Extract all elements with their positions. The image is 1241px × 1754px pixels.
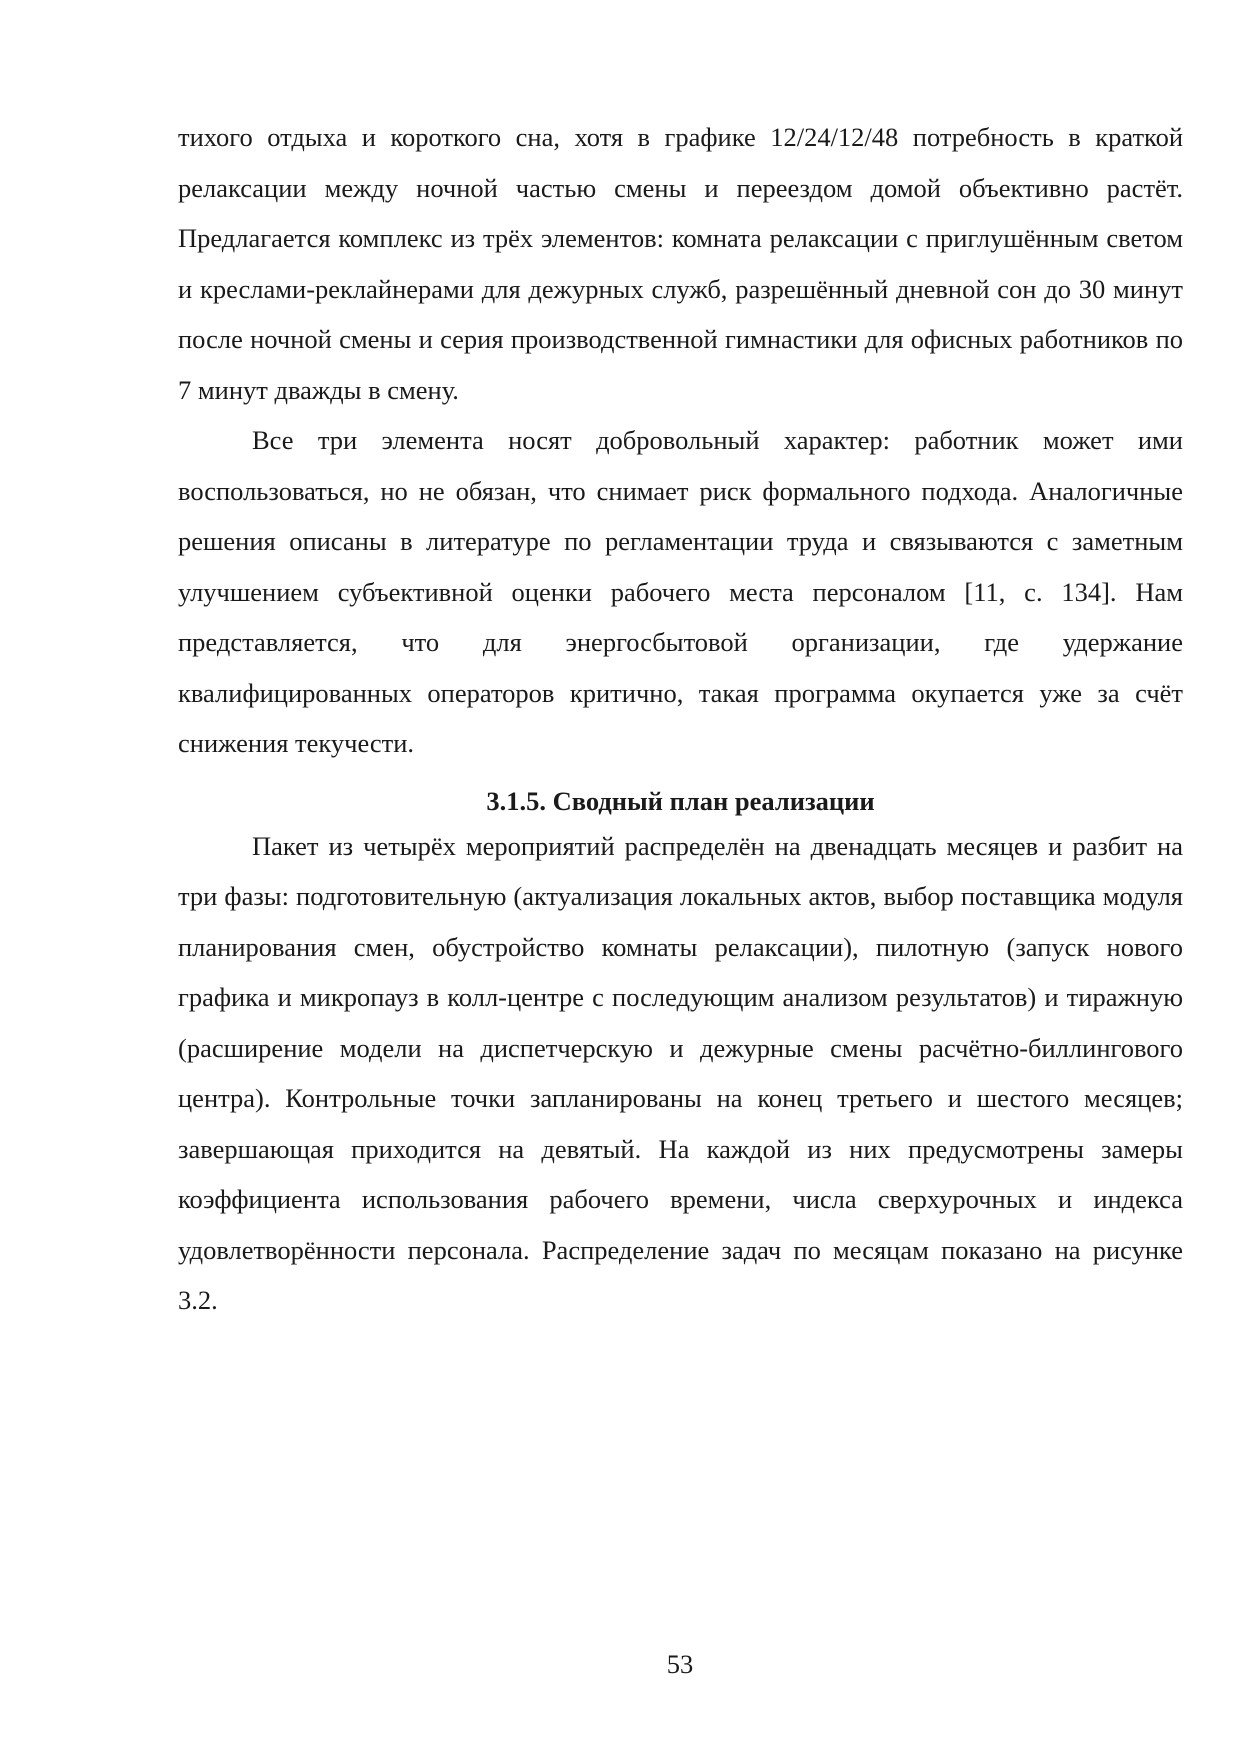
document-body: [178, 112, 1183, 1326]
paragraph-voluntary-character: Все три элемента носят добровольный характер: работник может ими воспользоваться, но не обязан, что снимает риск формального подхода. Аналогичные решения описаны в литературе по регламентации труда и связываются с заметным улучшением субъективной оценки рабочего места персоналом [11, с. 134]. Нам представляется, что для энергосбытовой организации, где удержание квалифицированных операторов критично, такая программа окупается уже за счёт снижения текучести.: [178, 425, 1183, 758]
page-number: 53: [666, 1649, 694, 1679]
paragraph-implementation-plan: Пакет из четырёх мероприятий распределён на двенадцать месяцев и разбит на три фазы: подготовительную (актуализация локальных актов, выбор поставщика модуля планирования смен, обустройство комнаты релаксации), пилотную (запуск нового графика и микропауз в колл-центре с последующим анализом результатов) и тиражную (расширение модели на диспетчерскую и дежурные смены расчётно-биллингового центра). Контрольные точки запланированы на конец третьего и шестого месяцев; завершающая приходится на девятый. На каждой из них предусмотрены замеры коэффициента использования рабочего времени, числа сверхурочных и индекса удовлетворённости персонала. Распределение задач по месяцам показано на рисунке 3.2.: [178, 830, 1183, 1315]
section-heading: 3.1.5. Сводный план реализации: [486, 785, 875, 816]
paragraph-continuation: тихого отдыха и короткого сна, хотя в графике 12/24/12/48 потребность в краткой релаксации между ночной частью смены и переездом домой объективно растёт. Предлагается комплекс из трёх элементов: комната релаксации с приглушённым светом и креслами-реклайнерами для дежурных служб, разрешённый дневной сон до 30 минут после ночной смены и серия производственной гимнастики для офисных работников по 7 минут дважды в смену.: [178, 122, 1183, 405]
